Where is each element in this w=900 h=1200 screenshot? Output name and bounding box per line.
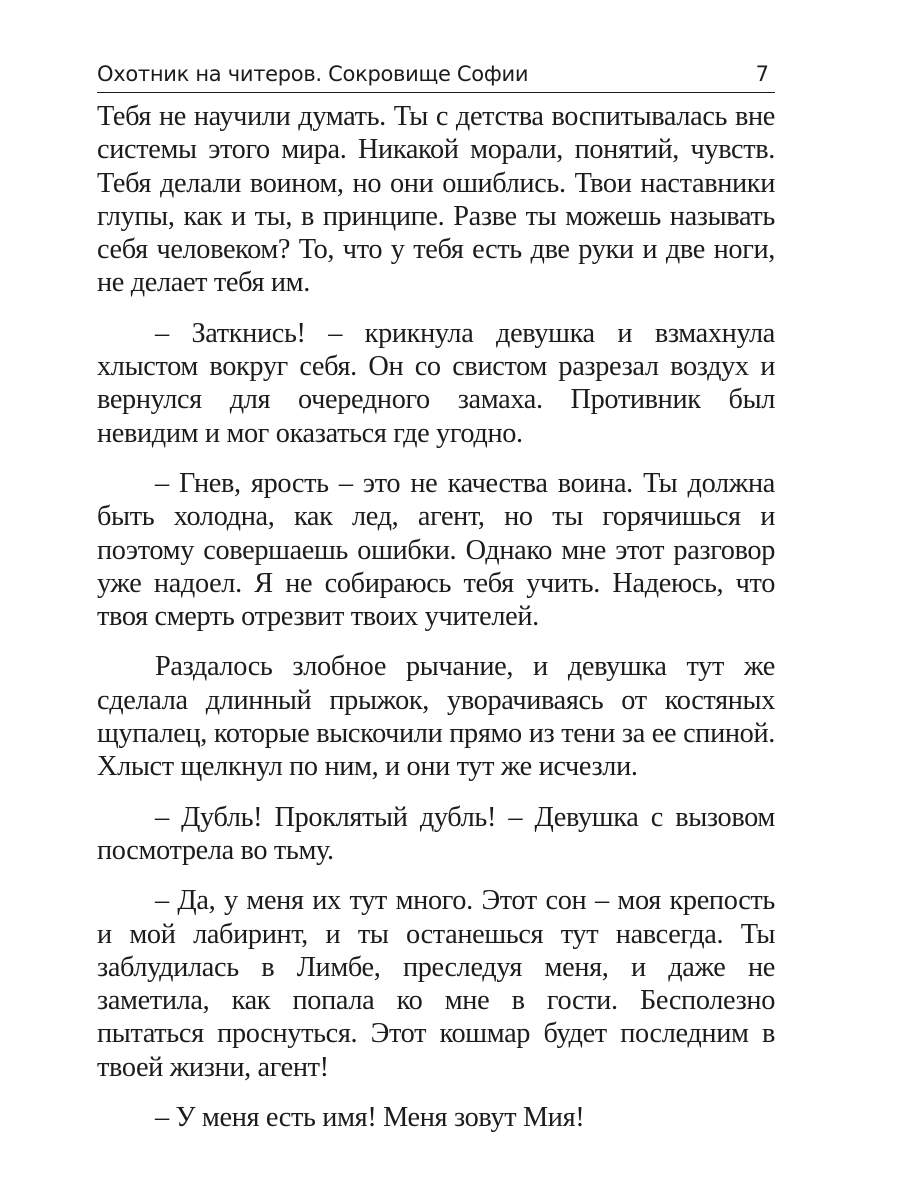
paragraph: – У меня есть имя! Меня зовут Мия! <box>155 1102 585 1134</box>
body-text <box>97 100 775 1151</box>
paragraph: Тебя не научили думать. Ты с детства воспитывалась вне системы этого мира. Никакой морали, понятий, чувств. Тебя делали воином, но они ошиблись. Твои наставники глупы, как и ты, в принципе. Разве ты можешь называть себя человеком? То, что у тебя есть две руки и две ноги, не делает тебя им. <box>97 101 775 299</box>
paragraph: – Дубль! Проклятый дубль! – Девушка с вызовом посмотрела во тьму. <box>97 801 775 866</box>
running-header <box>97 58 775 93</box>
paragraph: – Гнев, ярость – это не качества воина. Ты должна быть холодна, как лед, агент, но ты горячишься и поэтому совершаешь ошибки. Однако мне этот разговор уже надоел. Я не собираюсь тебя учить. Надеюсь, что твоя смерть отрезвит твоих учителей. <box>97 467 775 633</box>
book-title: Охотник на читеров. Сокровище Софии <box>97 62 529 86</box>
paragraph: Раздалось злобное рычание, и девушка тут же сделала длинный прыжок, уворачиваясь от костяных щупалец, которые выскочили прямо из тени за ее спиной. Хлыст щелкнул по ним, и они тут же исчезли. <box>97 651 775 783</box>
paragraph: – Заткнись! – крикнула девушка и взмахнула хлыстом вокруг себя. Он со свистом разрезал воздух и вернулся для очередного замаха. Противник был невидим и мог оказаться где угодно. <box>97 317 775 449</box>
page-number: 7 <box>755 62 769 86</box>
paragraph: – Да, у меня их тут много. Этот сон – моя крепость и мой лабиринт, и ты останешься тут навсегда. Ты заблудилась в Лимбе, преследуя меня, и даже не заметила, как попала ко мне в гости. Бесполезно пытаться проснуться. Этот кошмар будет последним в твоей жизни, агент! <box>97 885 775 1083</box>
